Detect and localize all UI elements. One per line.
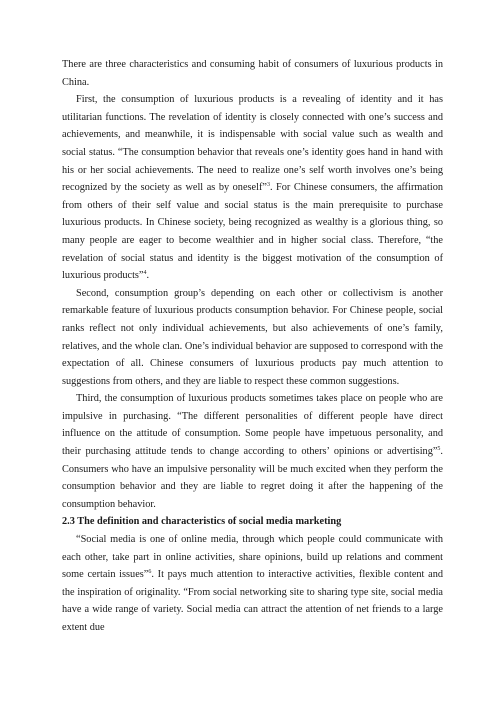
- section-heading: 2.3 The definition and characteristics of social media marketing: [62, 516, 342, 528]
- paragraph-text: Third, the consumption of luxurious products sometimes takes place on people who are impulsive in purchasing. “The different personalities of different people have direct influence on the attitude of consumption. Some people have impetuous personality, and their purchasing attitude tends to change according to others’ opinions or advertising”: [62, 393, 443, 458]
- paragraph-text: . It pays much attention to interactive activities, flexible content and the inspiration of originality. “From social networking site to sharing type site, social media have a wide range of variety. Social media can attract the attention of net friends to a large extent due: [62, 569, 443, 633]
- footnote-marker: 5: [437, 446, 441, 453]
- footnote-marker: 6: [148, 569, 152, 576]
- paragraph-text: There are three characteristics and consuming habit of consumers of luxurious products in China.: [62, 59, 443, 88]
- paragraph-text: Second, consumption group’s depending on each other or collectivism is another remarkable feature of luxurious products consumption behavior. For Chinese people, social ranks reflect not only individual achievements, but also achievements of one’s family, relatives, and the whole clan. One’s individual behavior are supposed to correspond with the expectation of all. Chinese consumers of luxurious products pay much attention to suggestions from others, and they are liable to respect these common suggestions.: [62, 287, 443, 387]
- paragraph-text: First, the consumption of luxurious products is a revealing of identity and it has utilitarian functions. The revelation of identity is closely connected with one’s success and achievements, and meanwhile, it is indispensable with social value such as wealth and social status. “The consumption behavior that reveals one’s identity goes hand in hand with his or her social achievements. The need to realize one’s self worth involves one’s being recognized by the society as well as by oneself”: [62, 94, 443, 194]
- document-page: [62, 56, 443, 637]
- paragraph-intro: [62, 56, 443, 91]
- paragraph-text: . Consumers who have an impulsive personality will be much excited when they perform the consumption behavior and they are liable to regret doing it after the happening of the consumption behavior.: [62, 446, 443, 510]
- paragraph-text: “Social media is one of online media, through which people could communicate with each other, take part in online activities, share opinions, build up relations and comment some certain issues”: [62, 534, 443, 581]
- footnote-marker: 4: [143, 270, 147, 277]
- paragraph-first-characteristic: [62, 91, 443, 285]
- paragraph-social-media: [62, 531, 443, 637]
- paragraph-text: . For Chinese consumers, the affirmation from others of their self value and social status is the main prerequisite to purchase luxurious products. In Chinese society, being recognized as wealthy is a glorious thing, so many people are eager to become wealthier and in higher social class. Therefore, “the revelation of social status and identity is the biggest motivation of the consumption of luxurious products”: [62, 182, 443, 282]
- paragraph-third-characteristic: [62, 390, 443, 513]
- paragraph-second-characteristic: [62, 285, 443, 391]
- paragraph-text: .: [146, 270, 150, 282]
- footnote-marker: 3: [266, 182, 270, 189]
